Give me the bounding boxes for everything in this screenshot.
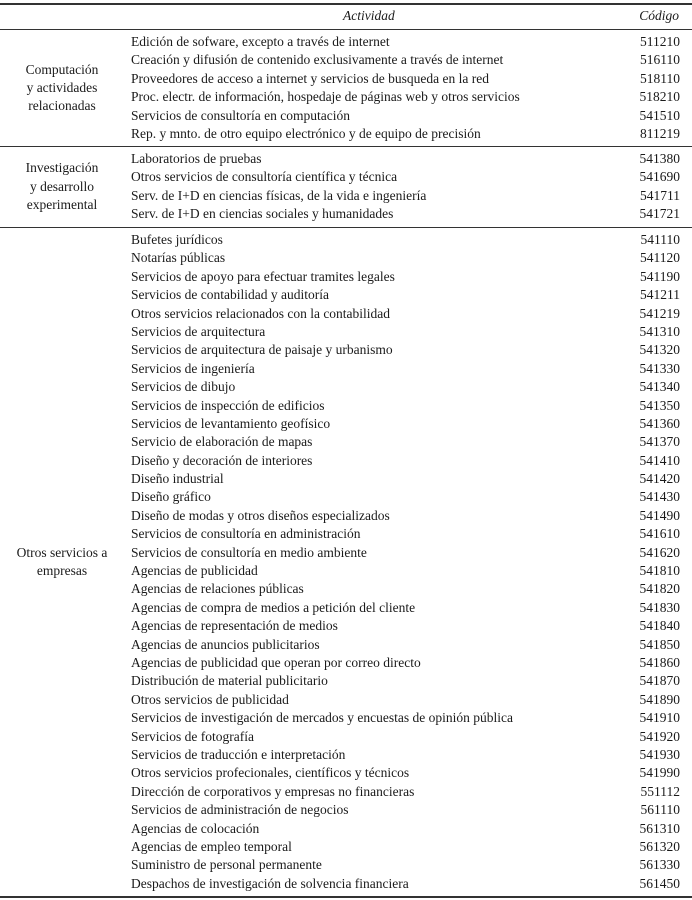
activity-cell: Dirección de corporativos y empresas no financieras — [131, 783, 415, 799]
activity-cell: Agencias de compra de medios a petición del cliente — [131, 599, 416, 615]
category-label-line: relacionadas — [28, 98, 96, 114]
code-cell: 541860 — [639, 654, 680, 670]
code-cell: 541610 — [639, 526, 680, 542]
activity-cell: Diseño y decoración de interiores — [131, 452, 313, 468]
table-row — [0, 33, 692, 51]
activity-cell: Agencias de representación de medios — [131, 618, 338, 634]
code-cell: 541211 — [640, 287, 680, 303]
code-cell: 541360 — [639, 415, 680, 431]
table-row — [0, 249, 692, 267]
group-separator-rule — [0, 227, 692, 228]
activity-cell: Otros servicios profecionales, científicos y técnicos — [131, 765, 410, 781]
table-row — [0, 820, 692, 838]
column-header-activity: Actividad — [343, 8, 395, 23]
header-rule — [0, 29, 692, 30]
table-row — [0, 728, 692, 746]
activity-cell: Servicios de ingeniería — [131, 360, 255, 376]
table-row — [0, 599, 692, 617]
code-cell: 541219 — [639, 305, 680, 321]
activity-cell: Notarías públicas — [131, 250, 226, 266]
table-row — [0, 415, 692, 433]
table-row — [0, 838, 692, 856]
activity-cell: Servicios de investigación de mercados y encuestas de opinión pública — [131, 710, 514, 726]
category-label-line: empresas — [36, 563, 88, 579]
table-row — [0, 51, 692, 69]
table-row — [0, 801, 692, 819]
code-cell: 561450 — [639, 875, 680, 891]
table-row — [0, 88, 692, 106]
code-cell: 516110 — [640, 52, 680, 68]
category-label-line: Otros servicios a — [16, 544, 108, 560]
activity-cell: Servicios de fotografía — [131, 728, 254, 744]
code-cell: 541370 — [639, 434, 680, 450]
activity-cell: Servicios de apoyo para efectuar tramites legales — [131, 268, 395, 284]
code-cell: 541820 — [639, 581, 680, 597]
activity-cell: Despachos de investigación de solvencia financiera — [131, 875, 409, 891]
table-row — [0, 305, 692, 323]
code-cell: 541620 — [639, 544, 680, 560]
code-cell: 561330 — [639, 857, 680, 873]
activity-cell: Otros servicios de publicidad — [131, 691, 289, 707]
table-row — [0, 433, 692, 451]
group-separator-rule — [0, 146, 692, 147]
activity-cell: Edición de sofware, excepto a través de internet — [131, 34, 390, 49]
code-cell: 541380 — [639, 151, 680, 166]
activity-cell: Servicios de levantamiento geofísico — [131, 415, 331, 431]
code-cell: 551112 — [640, 783, 680, 799]
activity-cell: Laboratorios de pruebas — [131, 151, 262, 166]
activity-cell: Agencias de publicidad — [131, 563, 258, 579]
activity-cell: Bufetes jurídicos — [131, 232, 223, 247]
code-cell: 541420 — [639, 471, 680, 487]
activity-cell: Servicios de consultoría en administración — [131, 526, 361, 542]
activity-cell: Servicios de dibujo — [131, 379, 236, 395]
table-row — [0, 107, 692, 125]
table-row — [0, 452, 692, 470]
category-label-line: y desarrollo — [29, 178, 95, 194]
activity-cell: Suministro de personal permanente — [131, 857, 322, 873]
code-cell: 541410 — [639, 452, 680, 468]
activity-cell: Servicios de consultoría en computación — [131, 107, 350, 123]
code-cell: 541330 — [639, 360, 680, 376]
activity-cell: Servicios de consultoría en medio ambiente — [131, 544, 367, 560]
table-bottom-rule — [0, 896, 692, 898]
table-row — [0, 746, 692, 764]
activity-cell: Servicios de administración de negocios — [131, 802, 349, 818]
table-row — [0, 636, 692, 654]
activity-cell: Servicios de arquitectura — [131, 323, 266, 339]
table-row — [0, 268, 692, 286]
category-label-line: Investigación — [25, 160, 99, 176]
code-cell: 561310 — [639, 820, 680, 836]
code-cell: 541890 — [639, 691, 680, 707]
activity-cell: Otros servicios relacionados con la contabilidad — [131, 305, 391, 321]
activity-cell: Proc. electr. de información, hospedaje de páginas web y otros servicios — [131, 89, 520, 105]
activity-cell: Servicios de contabilidad y auditoría — [131, 287, 329, 303]
activity-cell: Serv. de I+D en ciencias físicas, de la vida e ingeniería — [131, 187, 427, 203]
code-cell: 541310 — [639, 323, 680, 339]
table-row — [0, 286, 692, 304]
code-cell: 541711 — [640, 187, 680, 203]
activity-cell: Agencias de publicidad que operan por correo directo — [131, 654, 421, 670]
table-row — [0, 125, 692, 143]
activity-cell: Proveedores de acceso a internet y servicios de busqueda en la red — [131, 70, 489, 86]
table-row — [0, 507, 692, 525]
activity-cell: Creación y difusión de contenido exclusivamente a través de internet — [131, 52, 504, 68]
table-row — [0, 168, 692, 186]
code-cell: 541190 — [640, 268, 680, 284]
table-row — [0, 562, 692, 580]
table-row — [0, 70, 692, 88]
code-cell: 541920 — [639, 728, 680, 744]
table-row — [0, 323, 692, 341]
group-rows — [0, 231, 692, 893]
code-cell: 541810 — [639, 563, 680, 579]
code-cell: 541870 — [639, 673, 680, 689]
code-cell: 541320 — [639, 342, 680, 358]
activity-cell: Agencias de empleo temporal — [131, 838, 292, 854]
activity-cell: Diseño industrial — [131, 471, 224, 487]
code-cell: 541840 — [639, 618, 680, 634]
code-cell: 561110 — [640, 802, 680, 818]
table-row — [0, 187, 692, 205]
table-row — [0, 544, 692, 562]
code-cell: 541830 — [639, 599, 680, 615]
activity-cell: Servicios de arquitectura de paisaje y urbanismo — [131, 342, 393, 358]
table-row — [0, 875, 692, 893]
code-cell: 541490 — [639, 507, 680, 523]
activity-cell: Diseño de modas y otros diseños especializados — [131, 507, 390, 523]
code-cell: 541110 — [640, 232, 680, 247]
activity-cell: Distribución de material publicitario — [131, 673, 328, 689]
table-row — [0, 617, 692, 635]
table-row — [0, 397, 692, 415]
table-row — [0, 341, 692, 359]
table-row — [0, 856, 692, 874]
code-cell: 518110 — [640, 70, 680, 86]
group-rows — [0, 150, 692, 224]
table-top-rule — [0, 3, 692, 5]
activity-cell: Agencias de relaciones públicas — [131, 581, 304, 597]
code-cell: 541120 — [640, 250, 680, 266]
table-row — [0, 525, 692, 543]
code-cell: 541690 — [639, 169, 680, 185]
table-row — [0, 150, 692, 168]
activity-cell: Agencias de anuncios publicitarios — [131, 636, 320, 652]
activity-cell: Diseño gráfico — [131, 489, 211, 505]
activity-cell: Agencias de colocación — [131, 820, 260, 836]
table-row — [0, 360, 692, 378]
table-row — [0, 672, 692, 690]
table-row — [0, 691, 692, 709]
code-cell: 541850 — [639, 636, 680, 652]
code-cell: 541930 — [639, 746, 680, 762]
table-row — [0, 205, 692, 223]
category-label-line: Computación — [25, 61, 99, 77]
category-label-line: experimental — [26, 196, 98, 212]
table-row — [0, 654, 692, 672]
activity-cell: Servicios de inspección de edificios — [131, 397, 325, 413]
column-header-code: Código — [639, 8, 679, 23]
code-cell: 541510 — [639, 107, 680, 123]
activity-cell: Servicio de elaboración de mapas — [131, 434, 313, 450]
code-cell: 541340 — [639, 379, 680, 395]
code-cell: 541350 — [639, 397, 680, 413]
table-row — [0, 231, 692, 249]
code-cell: 811219 — [640, 125, 680, 141]
code-cell: 541430 — [639, 489, 680, 505]
code-cell: 511210 — [640, 34, 680, 49]
table-row — [0, 764, 692, 782]
table-row — [0, 580, 692, 598]
table-row — [0, 378, 692, 396]
code-cell: 541910 — [639, 710, 680, 726]
code-cell: 541990 — [639, 765, 680, 781]
activity-cell: Rep. y mnto. de otro equipo electrónico y de equipo de precisión — [131, 125, 481, 141]
activity-cell: Servicios de traducción e interpretación — [131, 746, 346, 762]
code-cell: 561320 — [639, 838, 680, 854]
table-row — [0, 488, 692, 506]
table-row — [0, 470, 692, 488]
table-row — [0, 783, 692, 801]
code-cell: 518210 — [639, 89, 680, 105]
code-cell: 541721 — [639, 206, 680, 222]
group-rows — [0, 33, 692, 143]
table-row — [0, 709, 692, 727]
category-label-line: y actividades — [26, 80, 98, 96]
activity-cell: Otros servicios de consultoría científica y técnica — [131, 169, 398, 185]
activity-cell: Serv. de I+D en ciencias sociales y humanidades — [131, 206, 394, 222]
